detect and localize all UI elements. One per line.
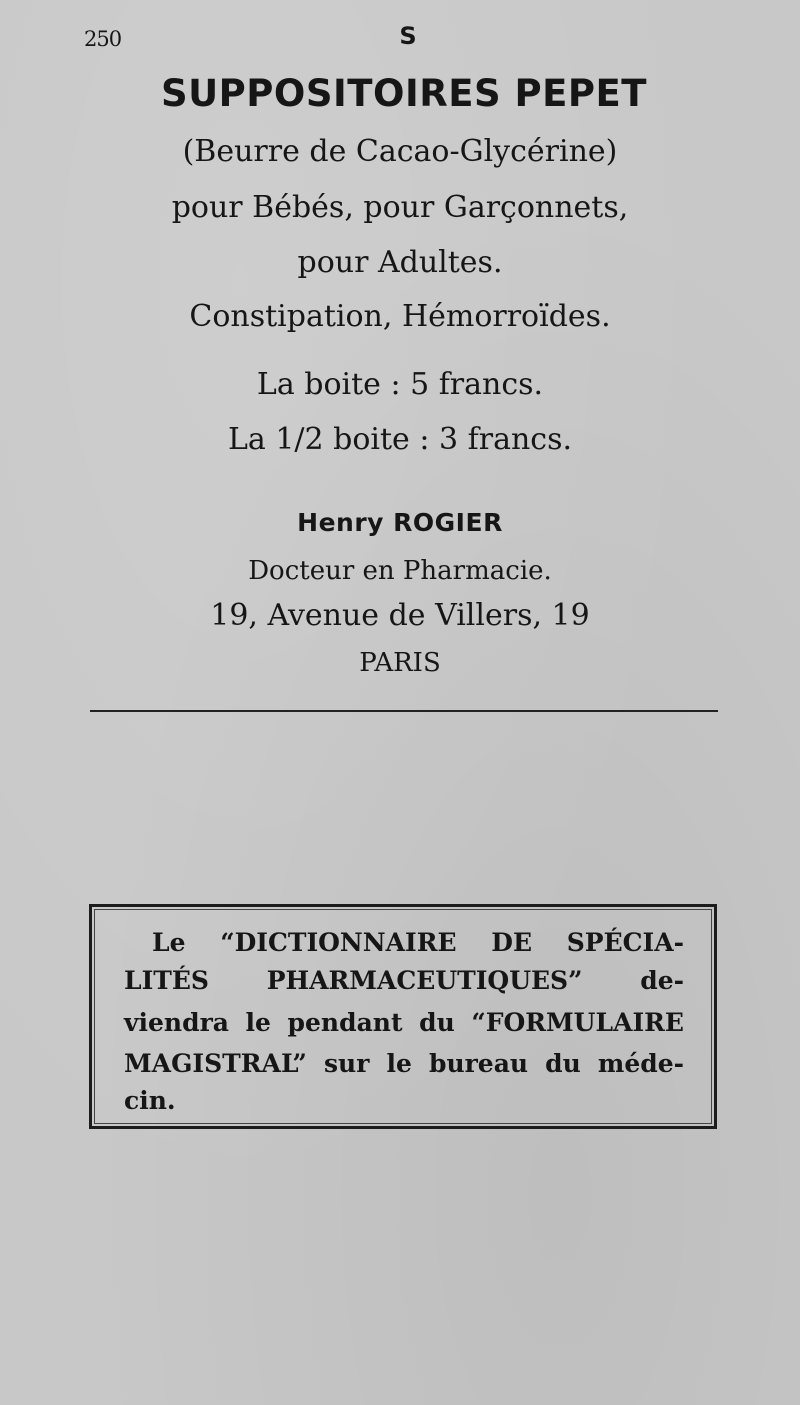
notice-line: MAGISTRAL” sur le bureau du méde- (124, 1049, 684, 1078)
maker-city: PARIS (359, 648, 441, 678)
product-title: SUPPOSITOIRES PEPET (160, 72, 648, 115)
product-indications: Constipation, Hémorroïdes. (189, 299, 611, 334)
notice-line: Le “DICTIONNAIRE DE SPÉCIA- (152, 928, 684, 957)
section-letter: S (399, 22, 417, 50)
notice-line: cin. (124, 1086, 176, 1115)
page-number: 250 (84, 27, 122, 51)
section-divider (90, 710, 718, 712)
product-audience-adults: pour Adultes. (297, 245, 503, 280)
product-audience: pour Bébés, pour Garçonnets, (171, 190, 629, 225)
product-composition: (Beurre de Cacao-Glycérine) (182, 134, 618, 169)
maker-address: 19, Avenue de Villers, 19 (210, 598, 590, 633)
maker-name: Henry ROGIER (297, 508, 503, 537)
price-half-box: La 1/2 boite : 3 francs. (227, 422, 573, 457)
maker-qualification: Docteur en Pharmacie. (248, 556, 552, 586)
notice-line: viendra le pendant du “FORMULAIRE (124, 1008, 684, 1037)
price-full-box: La boite : 5 francs. (256, 367, 544, 402)
notice-line: LITÉS PHARMACEUTIQUES” de- (124, 966, 684, 995)
